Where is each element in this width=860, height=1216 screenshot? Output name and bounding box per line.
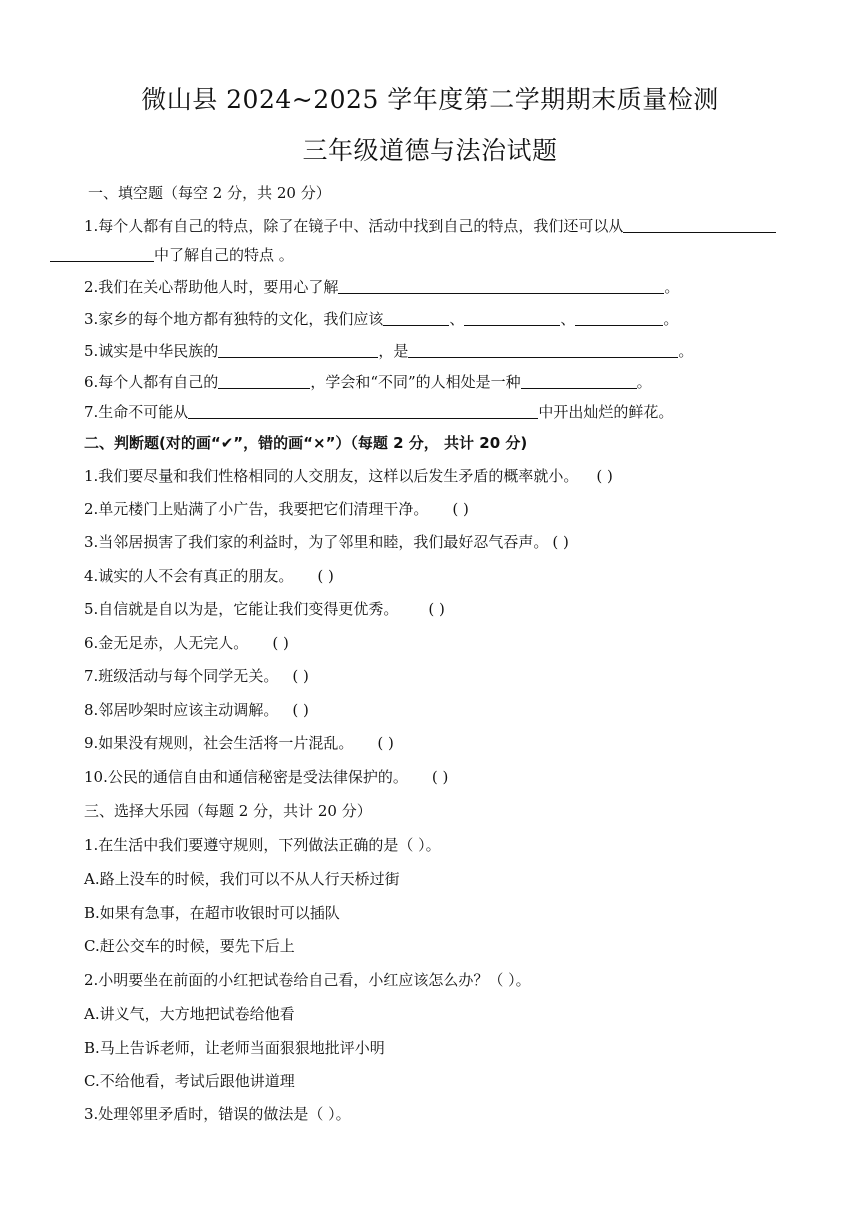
choice-question-2: 2.小明要坐在前面的小红把试卷给自己看，小红应该怎么办？（ ）。 — [84, 971, 531, 989]
answer-blank[interactable] — [623, 216, 776, 233]
answer-blank[interactable] — [218, 372, 310, 389]
section1-heading: 一、填空题（每空 2 分，共 20 分） — [88, 184, 331, 202]
answer-paren[interactable]: ( ) — [552, 533, 569, 551]
answer-paren[interactable]: ( ) — [292, 667, 309, 685]
fill-question-1-cont: 中了解自己的特点 。 — [50, 245, 294, 265]
judge-question-2: 2.单元楼门上贴满了小广告，我要把它们清理干净。 ( ) — [84, 500, 469, 518]
answer-paren[interactable]: ( ) — [596, 467, 613, 485]
choice-option-1b[interactable]: B.如果有急事，在超市收银时可以插队 — [84, 904, 340, 922]
fill-question-7: 7.生命不可能从 中开出灿烂的鲜花。 — [84, 403, 674, 421]
choice-question-3: 3.处理邻里矛盾时，错误的做法是（ ）。 — [84, 1105, 351, 1123]
answer-blank[interactable] — [218, 341, 378, 358]
section3-heading: 三、选择大乐园（每题 2 分，共计 20 分） — [84, 802, 372, 820]
answer-paren[interactable]: ( ) — [317, 567, 334, 585]
judge-question-1: 1.我们要尽量和我们性格相同的人交朋友，这样以后发生矛盾的概率就小。 ( ) — [84, 467, 613, 485]
fill-question-6: 6.每个人都有自己的 ，学会和“不同”的人相处是一种 。 — [84, 373, 652, 391]
choice-option-2a[interactable]: A.讲义气，大方地把试卷给他看 — [84, 1005, 295, 1023]
answer-paren[interactable]: ( ) — [428, 600, 445, 618]
answer-paren[interactable]: ( ) — [272, 634, 289, 652]
section2-heading: 二、判断题(对的画“✔”，错的画“×”）（每题 2 分， 共计 20 分) — [84, 434, 528, 452]
judge-question-3: 3.当邻居损害了我们家的利益时，为了邻里和睦，我们最好忍气吞声。 ( ) — [84, 533, 569, 551]
answer-blank[interactable] — [521, 372, 637, 389]
judge-question-8: 8.邻居吵架时应该主动调解。 ( ) — [84, 701, 309, 719]
answer-blank[interactable] — [575, 309, 663, 326]
judge-question-6: 6.金无足赤，人无完人。 ( ) — [84, 634, 289, 652]
answer-paren[interactable]: ( ) — [431, 768, 449, 786]
fill-question-5: 5.诚实是中华民族的 ，是 。 — [84, 342, 694, 360]
judge-question-9: 9.如果没有规则，社会生活将一片混乱。 ( ) — [84, 734, 394, 752]
judge-question-10: 10.公民的通信自由和通信秘密是受法律保护的。 ( ) — [84, 768, 449, 786]
choice-question-1: 1.在生活中我们要遵守规则，下列做法正确的是（ ）。 — [84, 836, 441, 854]
answer-paren[interactable]: ( ) — [292, 701, 309, 719]
choice-option-1a[interactable]: A.路上没车的时候，我们可以不从人行天桥过街 — [84, 870, 400, 888]
answer-blank[interactable] — [383, 309, 449, 326]
fill-question-2: 2.我们在关心帮助他人时，要用心了解 。 — [84, 278, 680, 296]
answer-blank[interactable] — [464, 309, 560, 326]
fill-question-3: 3.家乡的每个地方都有独特的文化，我们应该 、 、 。 — [84, 310, 679, 328]
judge-question-5: 5.自信就是自以为是，它能让我们变得更优秀。 ( ) — [84, 600, 445, 618]
choice-option-2c[interactable]: C.不给他看，考试后跟他讲道理 — [84, 1072, 295, 1090]
answer-paren[interactable]: ( ) — [452, 500, 469, 518]
choice-option-2b[interactable]: B.马上告诉老师，让老师当面狠狠地批评小明 — [84, 1039, 385, 1057]
answer-blank[interactable] — [50, 245, 154, 262]
judge-question-7: 7.班级活动与每个同学无关。 ( ) — [84, 667, 309, 685]
answer-paren[interactable]: ( ) — [377, 734, 394, 752]
fill-question-1: 1.每个人都有自己的特点，除了在镜子中、活动中找到自己的特点，我们还可以从 — [84, 216, 776, 236]
answer-blank[interactable] — [338, 277, 664, 294]
judge-question-4: 4.诚实的人不会有真正的朋友。 ( ) — [84, 567, 334, 585]
exam-title: 微山县 2024~2025 学年度第二学期期末质量检测 — [141, 85, 719, 114]
answer-blank[interactable] — [408, 341, 678, 358]
exam-subtitle: 三年级道德与法治试题 — [302, 136, 558, 165]
answer-blank[interactable] — [188, 402, 538, 419]
choice-option-1c[interactable]: C.赶公交车的时候，要先下后上 — [84, 937, 295, 955]
